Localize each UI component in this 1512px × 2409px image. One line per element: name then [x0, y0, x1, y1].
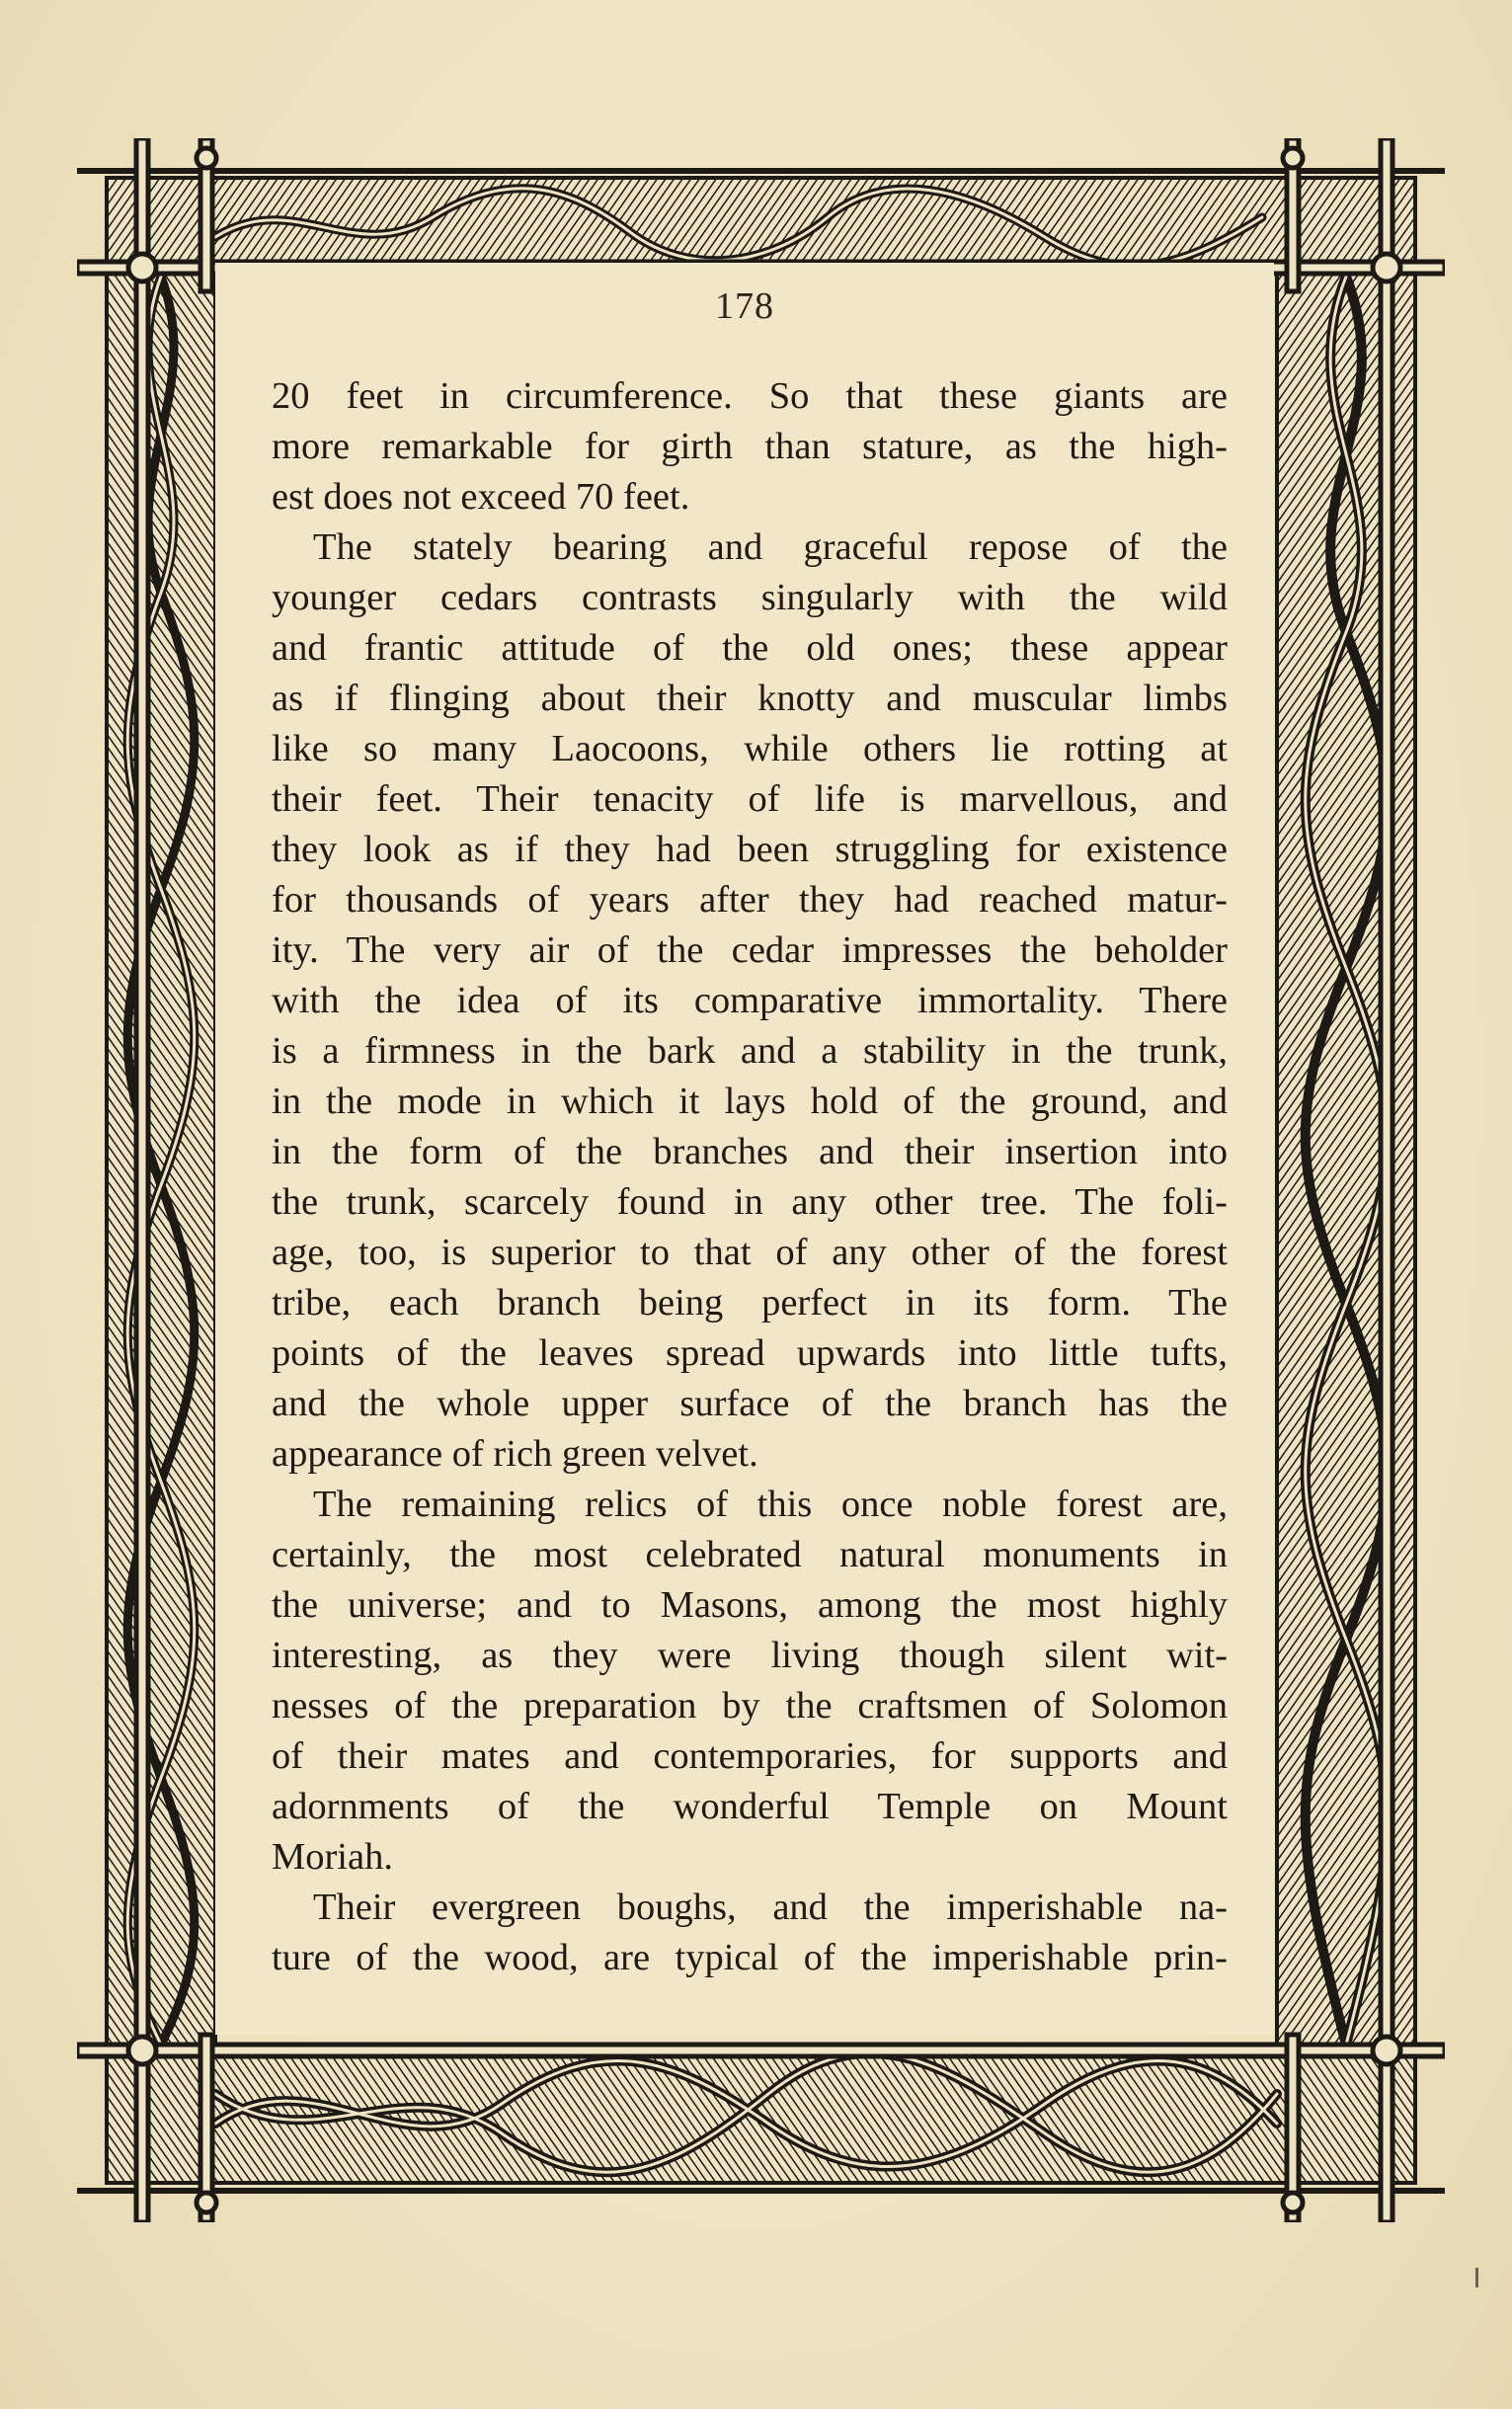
text-line: in the mode in which it lays hold of the ground, and: [272, 1081, 1228, 1122]
body-text: [272, 371, 1228, 1983]
text-line: for thousands of years after they had reached matur-: [272, 879, 1228, 921]
paragraph: [272, 371, 1228, 522]
text-line: est does not exceed 70 feet.: [272, 476, 690, 518]
text-line: appearance of rich green velvet.: [272, 1433, 758, 1475]
text-line: they look as if they had been struggling for existence: [272, 829, 1228, 870]
text-line: more remarkable for girth than stature, as the high-: [272, 426, 1228, 467]
paragraph: [272, 522, 1228, 1480]
text-line: younger cedars contrasts singularly with the wild: [272, 577, 1228, 618]
text-line: ture of the wood, are typical of the imperishable prin-: [272, 1937, 1228, 1978]
text-line: their feet. Their tenacity of life is marvellous, and: [272, 778, 1228, 820]
text-line: and frantic attitude of the old ones; these appear: [272, 627, 1228, 669]
text-line: of their mates and contemporaries, for supports and: [272, 1735, 1228, 1777]
text-line: Moriah.: [272, 1836, 393, 1878]
text-line: 20 feet in circumference. So that these giants are: [272, 375, 1228, 417]
text-line: The stately bearing and graceful repose of the: [313, 526, 1228, 568]
text-line: the trunk, scarcely found in any other tree. The foli-: [272, 1181, 1228, 1223]
text-line: Their evergreen boughs, and the imperishable na-: [313, 1887, 1228, 1928]
page-number: 178: [715, 285, 774, 327]
text-line: in the form of the branches and their insertion into: [272, 1131, 1228, 1172]
text-line: certainly, the most celebrated natural monuments in: [272, 1534, 1228, 1575]
text-line: points of the leaves spread upwards into little tufts,: [272, 1332, 1228, 1374]
text-line: with the idea of its comparative immortality. There: [272, 980, 1228, 1021]
text-line: like so many Laocoons, while others lie rotting at: [272, 728, 1228, 769]
text-line: as if flinging about their knotty and muscular limbs: [272, 678, 1228, 719]
text-line: tribe, each branch being perfect in its form. The: [272, 1282, 1228, 1324]
text-line: interesting, as they were living though silent wit-: [272, 1635, 1228, 1676]
text-line: the universe; and to Masons, among the most highly: [272, 1584, 1228, 1626]
text-line: age, too, is superior to that of any other of the forest: [272, 1232, 1228, 1273]
paragraph: [272, 1883, 1228, 1983]
paragraph: [272, 1480, 1228, 1883]
text-panel: [215, 263, 1274, 2035]
text-line: and the whole upper surface of the branch has the: [272, 1383, 1228, 1424]
text-line: adornments of the wonderful Temple on Mount: [272, 1786, 1228, 1827]
text-line: ity. The very air of the cedar impresses the beholder: [272, 929, 1228, 971]
stray-ink-mark: [1475, 2268, 1478, 2288]
text-line: nesses of the preparation by the craftsmen of Solomon: [272, 1685, 1228, 1726]
text-line: is a firmness in the bark and a stability in the trunk,: [272, 1030, 1228, 1072]
text-line: The remaining relics of this once noble forest are,: [313, 1484, 1228, 1525]
